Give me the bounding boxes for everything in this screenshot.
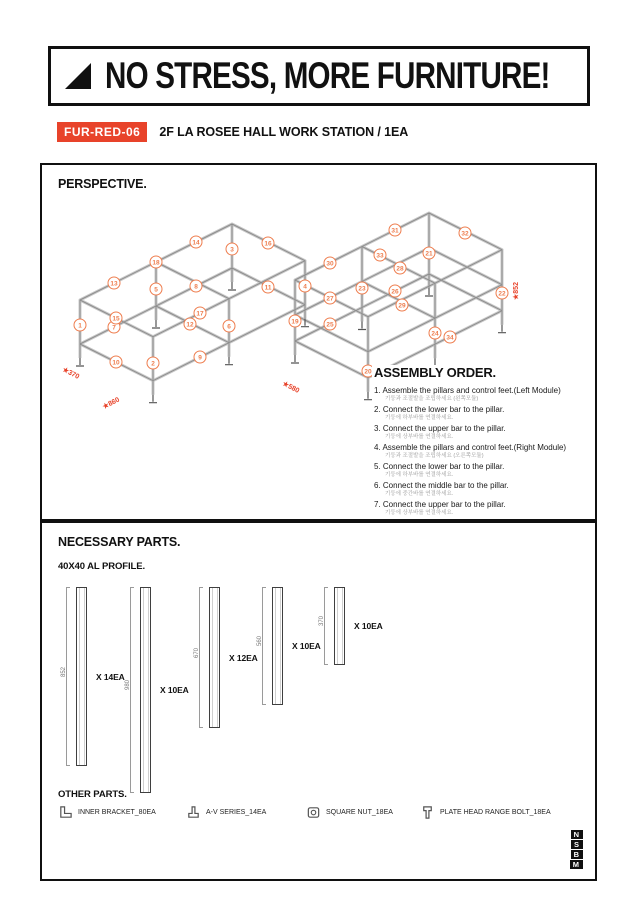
profile-bar <box>334 587 345 665</box>
part-callout-number: 21 <box>425 250 433 258</box>
part-callout-number: 30 <box>326 260 334 268</box>
assembly-step-list <box>374 386 588 517</box>
dimension-label: ★852 <box>513 282 520 300</box>
part-callout-number: 17 <box>196 310 204 318</box>
triangle-logo-icon <box>65 63 91 89</box>
profile-count-label: X 10EA <box>354 621 383 631</box>
part-callout-number: 26 <box>391 288 399 296</box>
assembly-step-text-en: 7. Connect the upper bar to the pillar. <box>374 500 506 509</box>
assembly-step-text-en: 1. Assemble the pillars and control feet.(Left Module) <box>374 386 561 395</box>
part-callout-number: 33 <box>376 252 384 260</box>
assembly-step <box>374 424 588 441</box>
part-callout-number: 31 <box>391 227 399 235</box>
part-callout-number: 14 <box>192 239 200 247</box>
assembly-step <box>374 481 588 498</box>
nsbm-logo-letter: M <box>570 860 583 869</box>
profile-length-label: 980 <box>125 680 131 691</box>
other-part-label: A-V SERIES_14EA <box>206 809 267 816</box>
assembly-step-text-en: 2. Connect the lower bar to the pillar. <box>374 405 505 414</box>
other-part <box>58 805 156 820</box>
assembly-step <box>374 462 588 479</box>
profile-bar <box>272 587 283 705</box>
profile-length-label: 670 <box>194 647 200 658</box>
assembly-step-text-ko: 기둥에 상부바를 연결하세요. <box>385 510 454 516</box>
subheader <box>57 122 408 142</box>
assembly-step <box>374 386 588 403</box>
part-callout-number: 15 <box>112 315 120 323</box>
profile-list <box>58 581 558 789</box>
nsbm-logo-letter: N <box>571 830 583 839</box>
nsbm-logo <box>570 830 583 869</box>
part-callout-number: 7 <box>112 324 116 332</box>
nsbm-logo-letter: B <box>571 850 583 859</box>
part-callout-number: 20 <box>364 368 372 376</box>
profile-length-label: 852 <box>61 666 67 677</box>
assembly-step-text-ko: 기둥과 조절발을 조립하세요 (왼쪽모듈) <box>385 396 479 402</box>
part-callout-number: 24 <box>431 330 439 338</box>
profile-bar <box>209 587 220 728</box>
assembly-step <box>374 405 588 422</box>
other-part <box>420 805 551 820</box>
part-callout-number: 28 <box>396 265 404 273</box>
part-callout-number: 10 <box>112 359 120 367</box>
part-callout-number: 25 <box>326 321 334 329</box>
profile-length-label: 560 <box>257 636 263 647</box>
other-part <box>186 805 266 820</box>
part-callout-number: 2 <box>151 360 155 368</box>
part-callout-number: 19 <box>291 318 299 326</box>
other-part-label: PLATE HEAD RANGE BOLT_18EA <box>440 809 551 816</box>
profile-count-label: X 12EA <box>229 652 258 663</box>
profile-bar <box>76 587 87 766</box>
part-callout-number: 32 <box>461 230 469 238</box>
assembly-step-text-ko: 기둥에 하부바를 연결하세요. <box>385 415 454 421</box>
profile-count-label: X 10EA <box>160 685 189 695</box>
assembly-step-text-en: 4. Assemble the pillars and control feet.(Right Module) <box>374 443 567 452</box>
profile-bar <box>140 587 151 793</box>
profile-count-label: X 14EA <box>96 671 125 682</box>
part-callout-number: 27 <box>326 295 334 303</box>
other-parts-list <box>58 805 586 829</box>
part-callout-number: 34 <box>446 334 454 342</box>
assembly-step <box>374 500 588 517</box>
assembly-step-text-en: 3. Connect the upper bar to the pillar. <box>374 424 506 433</box>
bolt-icon <box>420 805 435 820</box>
dimension-label: ★860 <box>101 396 121 411</box>
perspective-section <box>40 163 597 521</box>
part-callout-number: 16 <box>264 240 272 248</box>
part-callout-number: 4 <box>303 283 307 291</box>
profile-count-label: X 10EA <box>292 641 321 651</box>
assembly-step <box>374 443 588 460</box>
part-callout-number: 29 <box>398 302 406 310</box>
part-callout-number: 13 <box>110 280 118 288</box>
part-callout-number: 1 <box>78 322 82 330</box>
part-callout-number: 6 <box>227 323 231 331</box>
other-part-label: SQUARE NUT_18EA <box>326 809 393 816</box>
product-subtitle: 2F LA ROSEE HALL WORK STATION / 1EA <box>159 125 409 139</box>
part-callout-number: 5 <box>154 286 158 294</box>
assembly-order <box>372 365 588 519</box>
part-callout-number: 22 <box>498 290 506 298</box>
assembly-step-text-ko: 기둥에 하부바를 연결하세요. <box>385 472 454 478</box>
dimension-label: ★370 <box>61 366 81 381</box>
assembly-step-text-ko: 기둥과 조절발을 조립하세요 (오른쪽모듈) <box>385 453 484 459</box>
profile-length-label: 370 <box>319 616 325 627</box>
part-callout-number: 12 <box>186 321 194 329</box>
assembly-step-text-ko: 기둥에 중간바를 연결하세요. <box>385 491 454 497</box>
square-nut-icon <box>306 805 321 820</box>
part-callout-number: 8 <box>194 283 198 291</box>
part-callout-number: 18 <box>152 259 160 267</box>
other-parts-subtitle: OTHER PARTS. <box>58 789 127 800</box>
av-series-icon <box>186 805 201 820</box>
perspective-label: PERSPECTIVE. <box>58 177 147 191</box>
assembly-step-text-en: 6. Connect the middle bar to the pillar. <box>374 481 509 490</box>
dimension-label: ★580 <box>281 380 301 395</box>
product-code-badge: FUR-RED-06 <box>57 122 147 142</box>
assembly-order-title: ASSEMBLY ORDER. <box>374 365 496 380</box>
page-title: NO STRESS, MORE FURNITURE! <box>105 55 550 96</box>
part-callout-number: 11 <box>264 284 272 292</box>
part-callout-number: 3 <box>230 246 234 254</box>
part-callout-number: 23 <box>358 285 366 293</box>
other-part <box>306 805 393 820</box>
parts-section <box>40 521 597 881</box>
part-callout-number: 9 <box>198 354 202 362</box>
assembly-step-text-ko: 기둥에 상부바를 연결하세요. <box>385 434 454 440</box>
part-callouts <box>74 224 508 377</box>
nsbm-logo-letter: S <box>571 840 583 849</box>
profile-subtitle: 40X40 AL PROFILE. <box>58 561 145 572</box>
other-part-label: INNER BRACKET_80EA <box>78 809 156 816</box>
assembly-step-text-en: 5. Connect the lower bar to the pillar. <box>374 462 505 471</box>
parts-title: NECESSARY PARTS. <box>58 535 181 549</box>
title-banner <box>48 46 590 106</box>
bracket-icon <box>58 805 73 820</box>
